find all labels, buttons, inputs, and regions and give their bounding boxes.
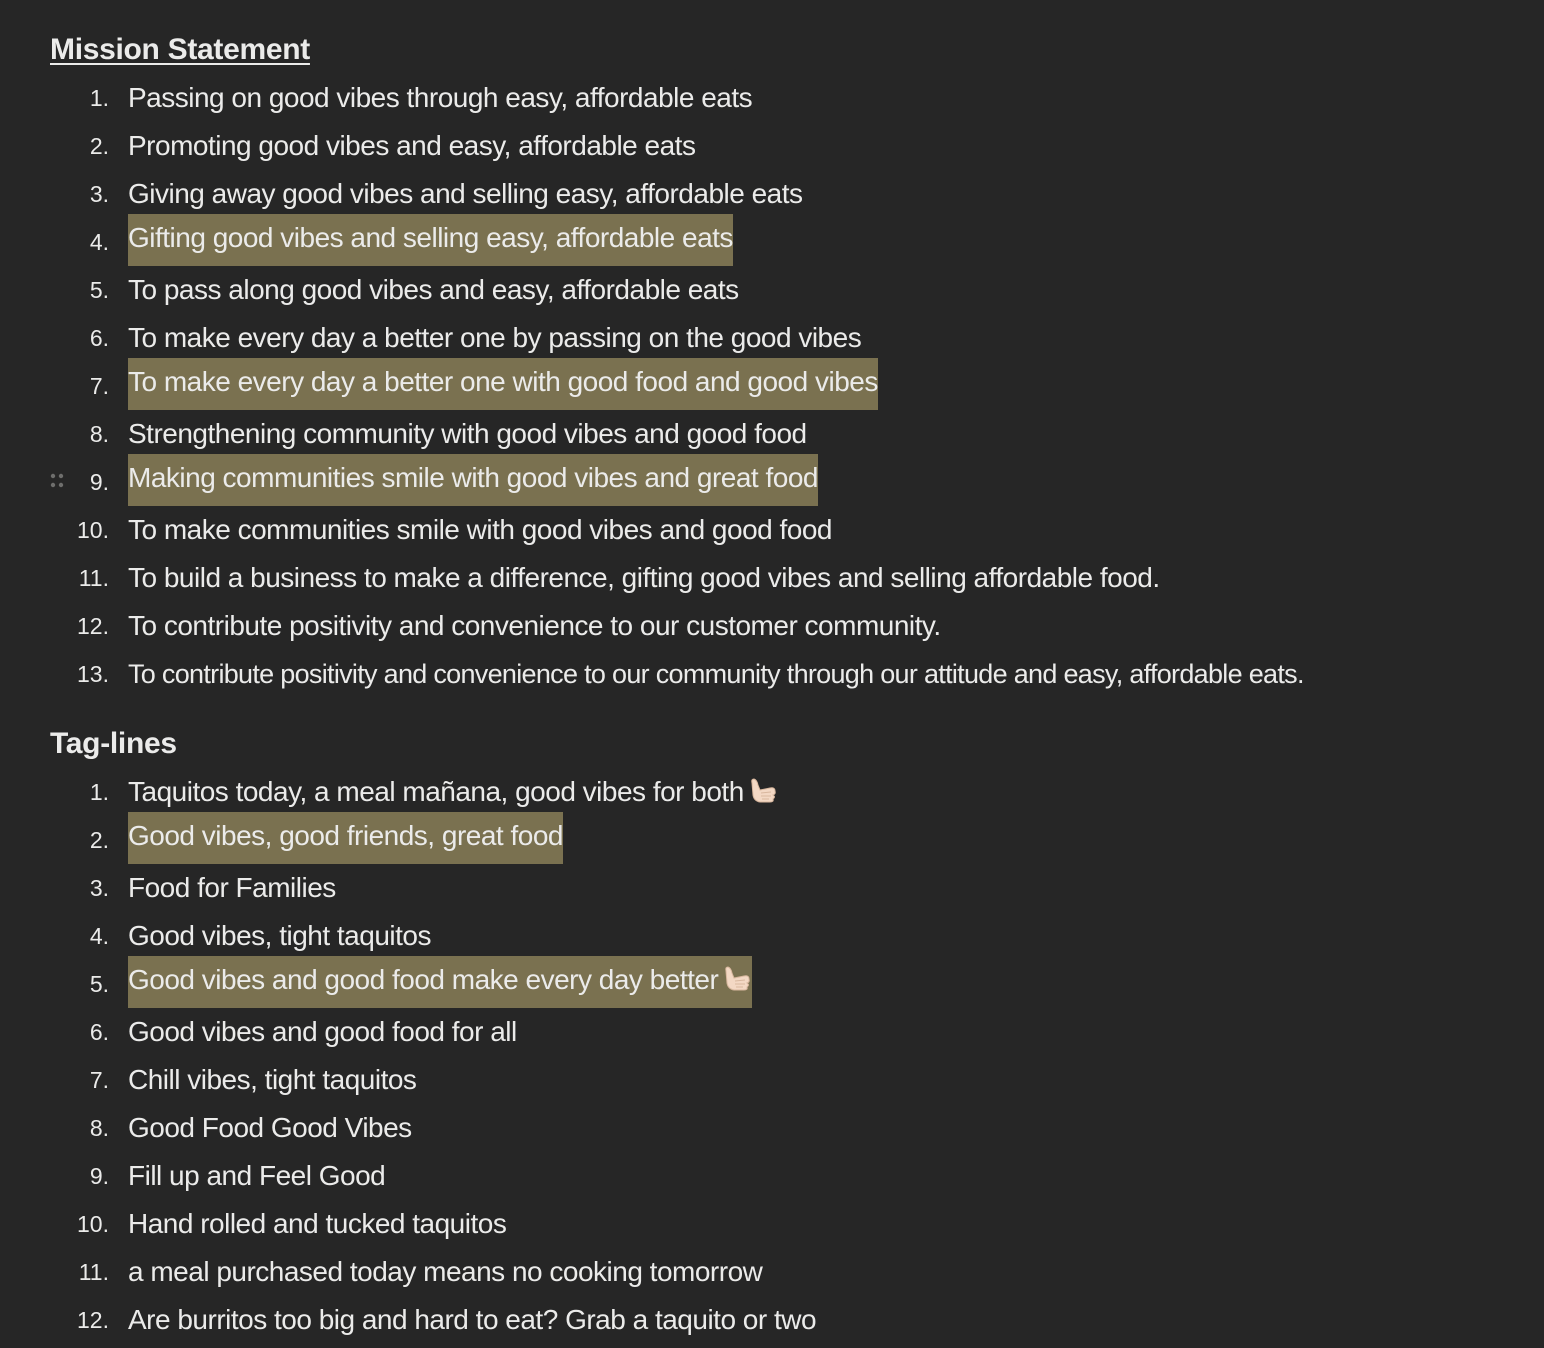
list-number: 10. xyxy=(77,517,109,543)
list-item[interactable] xyxy=(0,1008,1544,1056)
list-item-text[interactable]: Chill vibes, tight taquitos xyxy=(128,1064,417,1095)
list-item[interactable] xyxy=(0,864,1544,912)
list-item[interactable] xyxy=(0,650,1544,698)
list-item[interactable] xyxy=(0,122,1544,170)
list-item[interactable] xyxy=(0,1056,1544,1104)
list-number: 3. xyxy=(89,181,109,207)
list-item[interactable] xyxy=(0,170,1544,218)
list-item[interactable] xyxy=(0,958,1544,1006)
list-item[interactable] xyxy=(0,266,1544,314)
list-item-text[interactable]: Fill up and Feel Good xyxy=(128,1160,386,1191)
list-item[interactable] xyxy=(0,216,1544,264)
list-item-text[interactable]: Hand rolled and tucked taquitos xyxy=(128,1208,507,1239)
list-number: 9. xyxy=(89,1163,109,1189)
call-me-hand-icon xyxy=(722,965,752,993)
list-number: 8. xyxy=(89,421,109,447)
list-number: 5. xyxy=(89,277,109,303)
list-item-text[interactable]: Giving away good vibes and selling easy, affordable eats xyxy=(128,178,803,209)
highlighted-list-item-text[interactable]: Good vibes, good friends, great food xyxy=(128,812,563,864)
tag-lines-heading[interactable]: Tag-lines xyxy=(50,727,177,760)
list-item-label: Good vibes and good food make every day better xyxy=(128,964,719,995)
mission-statement-heading[interactable]: Mission Statement xyxy=(50,33,310,66)
list-item-text[interactable]: Promoting good vibes and easy, affordable eats xyxy=(128,130,696,161)
list-item-text[interactable]: a meal purchased today means no cooking tomorrow xyxy=(128,1256,763,1287)
list-item[interactable] xyxy=(0,814,1544,862)
list-number: 12. xyxy=(77,613,109,639)
list-number: 2. xyxy=(89,827,109,853)
highlighted-list-item-text[interactable]: Gifting good vibes and selling easy, affordable eats xyxy=(128,214,733,266)
list-number: 7. xyxy=(89,1067,109,1093)
list-number: 3. xyxy=(89,875,109,901)
list-number: 2. xyxy=(89,133,109,159)
list-number: 4. xyxy=(89,923,109,949)
highlighted-list-item-text[interactable]: Making communities smile with good vibes and great food xyxy=(128,454,818,506)
list-item[interactable] xyxy=(0,74,1544,122)
list-item[interactable] xyxy=(0,410,1544,458)
list-item-text[interactable]: Good Food Good Vibes xyxy=(128,1112,412,1143)
list-item[interactable] xyxy=(0,506,1544,554)
list-item-text[interactable]: Passing on good vibes through easy, affordable eats xyxy=(128,82,753,113)
list-number: 9. xyxy=(89,469,109,495)
list-number: 10. xyxy=(77,1211,109,1237)
list-item[interactable] xyxy=(0,314,1544,362)
list-item-text[interactable]: To contribute positivity and convenience to our community through our attitude and easy, affordable eats. xyxy=(128,659,1304,689)
list-item-label: Taquitos today, a meal mañana, good vibes for both xyxy=(128,776,744,807)
highlighted-list-item-text[interactable]: To make every day a better one with good food and good vibes xyxy=(128,358,878,410)
list-item[interactable] xyxy=(0,456,1544,504)
list-number: 11. xyxy=(78,1259,109,1285)
list-number: 1. xyxy=(89,779,109,805)
list-item-text[interactable]: Are burritos too big and hard to eat? Grab a taquito or two xyxy=(128,1304,817,1335)
list-item[interactable] xyxy=(0,554,1544,602)
list-item-text[interactable]: To contribute positivity and convenience to our customer community. xyxy=(128,610,941,641)
list-item-text[interactable] xyxy=(128,768,778,816)
list-number: 12. xyxy=(77,1307,109,1333)
list-number: 6. xyxy=(89,325,109,351)
list-item-text[interactable]: To make communities smile with good vibes and good food xyxy=(128,514,832,545)
list-item[interactable] xyxy=(0,1296,1544,1344)
list-item-text[interactable]: Food for Families xyxy=(128,872,336,903)
list-number: 5. xyxy=(89,971,109,997)
list-item[interactable] xyxy=(0,1200,1544,1248)
list-item-text[interactable]: To build a business to make a difference, gifting good vibes and selling affordable food. xyxy=(128,562,1160,593)
list-number: 7. xyxy=(89,373,109,399)
call-me-hand-icon xyxy=(748,777,778,805)
list-item[interactable] xyxy=(0,602,1544,650)
list-item-text[interactable]: To pass along good vibes and easy, affordable eats xyxy=(128,274,739,305)
list-number: 4. xyxy=(89,229,109,255)
list-item[interactable] xyxy=(0,1248,1544,1296)
list-item[interactable] xyxy=(0,1104,1544,1152)
list-item-text[interactable]: Good vibes, tight taquitos xyxy=(128,920,431,951)
list-item[interactable] xyxy=(0,912,1544,960)
list-item-text[interactable]: Strengthening community with good vibes and good food xyxy=(128,418,807,449)
list-item-text[interactable]: To make every day a better one by passing on the good vibes xyxy=(128,322,862,353)
list-item[interactable] xyxy=(0,1152,1544,1200)
list-number: 11. xyxy=(78,565,109,591)
list-number: 8. xyxy=(89,1115,109,1141)
list-item[interactable] xyxy=(0,768,1544,816)
list-number: 1. xyxy=(89,85,109,111)
list-number: 13. xyxy=(77,661,109,687)
list-number: 6. xyxy=(89,1019,109,1045)
list-item-text[interactable]: Good vibes and good food for all xyxy=(128,1016,517,1047)
list-item[interactable] xyxy=(0,360,1544,408)
highlighted-list-item-text[interactable] xyxy=(128,956,752,1008)
